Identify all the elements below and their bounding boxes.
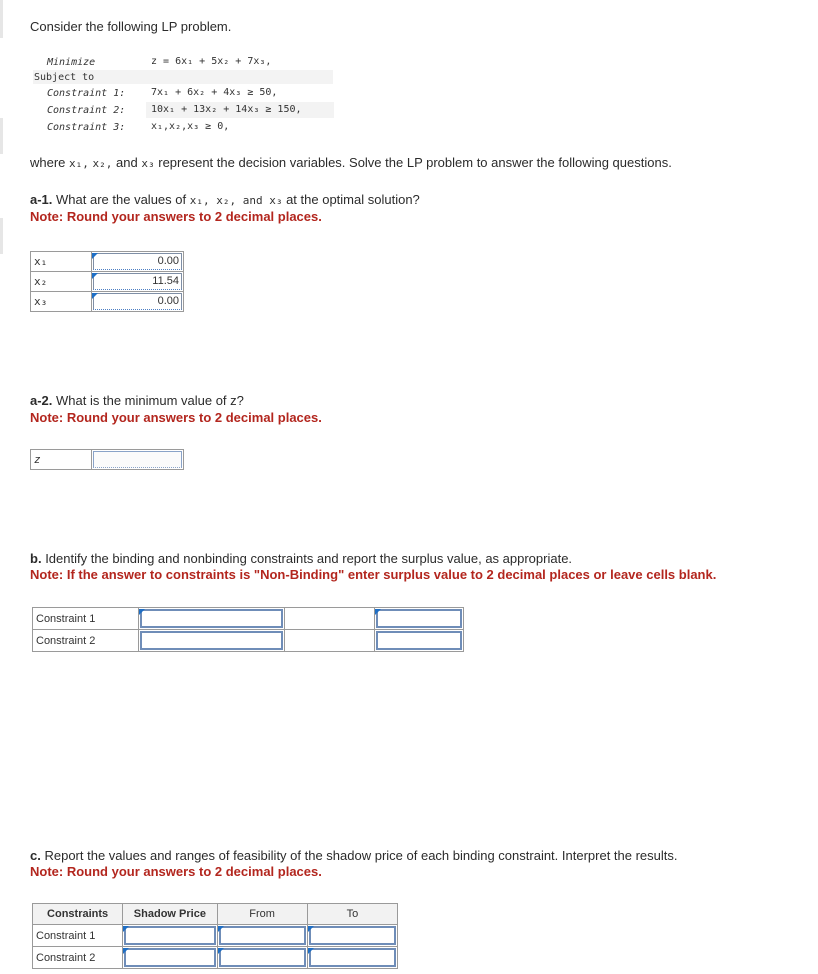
c-to-cell: [307, 947, 397, 969]
x3-label: x₃: [31, 292, 92, 312]
objective-function: z = 6x₁ + 5x₂ + 7x₃,: [151, 56, 272, 67]
x2-cell: [92, 272, 184, 292]
b-binding-cell: [139, 608, 285, 630]
c-constraint-2-label: Constraint 2: [33, 947, 123, 969]
x2-input[interactable]: 11.54: [93, 273, 182, 290]
table-row: [33, 630, 464, 652]
c-from-cell: [217, 925, 307, 947]
question-b: b. Identify the binding and nonbinding constraints and report the surplus value, as appropriate.: [30, 551, 573, 566]
b-spacer-cell: [285, 630, 374, 652]
b-constraint-1-label: Constraint 1: [33, 608, 139, 630]
question-a1: a-1. What are the values of x₁, x₂, and x₃ at the optimal solution?: [30, 192, 420, 207]
c-answer-table: [32, 903, 398, 969]
table-row: [31, 292, 184, 312]
x2-label: x₂: [31, 272, 92, 292]
table-row: [33, 925, 398, 947]
b-constraint-1-surplus-input[interactable]: [376, 609, 462, 628]
c-from-cell: [217, 947, 307, 969]
input-flag-icon: [308, 948, 314, 954]
dropdown-flag-icon: [139, 609, 145, 615]
c-shadow-cell: [123, 925, 217, 947]
input-flag-icon: [92, 253, 98, 259]
note-b: Note: If the answer to constraints is "Non-Binding" enter surplus value to 2 decimal places or leave cells blank.: [30, 567, 717, 582]
b-spacer-cell: [285, 608, 374, 630]
x1-cell: [92, 252, 184, 272]
note-a2: Note: Round your answers to 2 decimal places.: [30, 410, 322, 425]
table-header-row: [33, 904, 398, 925]
b-surplus-cell: [374, 608, 463, 630]
z-input[interactable]: [93, 451, 182, 468]
c-constraint-1-from-input[interactable]: [219, 926, 306, 945]
x3-input[interactable]: 0.00: [93, 293, 182, 310]
input-flag-icon: [375, 609, 381, 615]
constraint-2-label: Constraint 2:: [47, 105, 126, 116]
left-edge-marker: [0, 118, 3, 154]
input-flag-icon: [308, 926, 314, 932]
z-cell: [92, 450, 184, 470]
question-a2: a-2. What is the minimum value of z?: [30, 393, 244, 408]
input-flag-icon: [92, 293, 98, 299]
b-answer-table: [32, 607, 464, 652]
x1-input[interactable]: 0.00: [93, 253, 182, 270]
a2-answer-table: [30, 449, 184, 470]
c-constraint-2-from-input[interactable]: [219, 948, 306, 967]
c-shadow-cell: [123, 947, 217, 969]
input-flag-icon: [123, 948, 129, 954]
c-constraint-1-label: Constraint 1: [33, 925, 123, 947]
c-constraint-2-shadow-input[interactable]: [124, 948, 215, 967]
constraint-3-label: Constraint 3:: [47, 122, 126, 133]
header-shadow-price: Shadow Price: [123, 904, 217, 925]
header-from: From: [217, 904, 307, 925]
minimize-label: Minimize: [47, 57, 96, 68]
x3-cell: [92, 292, 184, 312]
header-constraints: Constraints: [33, 904, 123, 925]
z-label: z: [31, 450, 92, 470]
b-constraint-2-binding-select[interactable]: [140, 631, 283, 650]
constraint-1-expression: 7x₁ + 6x₂ + 4x₃ ≥ 50,: [151, 87, 278, 98]
left-edge-marker: [0, 0, 3, 38]
table-row: [33, 947, 398, 969]
b-constraint-2-label: Constraint 2: [33, 630, 139, 652]
c-constraint-2-to-input[interactable]: [309, 948, 396, 967]
table-row: [31, 252, 184, 272]
c-constraint-1-to-input[interactable]: [309, 926, 396, 945]
b-surplus-cell: [374, 630, 463, 652]
header-to: To: [307, 904, 397, 925]
a1-answer-table: [30, 251, 184, 312]
constraint-1-label: Constraint 1:: [47, 88, 126, 99]
input-flag-icon: [92, 273, 98, 279]
input-flag-icon: [123, 926, 129, 932]
decision-variables-text: where x₁, x₂, and x₃ represent the decision variables. Solve the LP problem to answer the following questions.: [30, 155, 672, 170]
subject-to-label: Subject to: [34, 72, 95, 83]
table-row: [33, 608, 464, 630]
b-binding-cell: [139, 630, 285, 652]
input-flag-icon: [218, 926, 224, 932]
b-constraint-2-surplus-input[interactable]: [376, 631, 462, 650]
c-constraint-1-shadow-input[interactable]: [124, 926, 215, 945]
left-edge-marker: [0, 218, 3, 254]
input-flag-icon: [218, 948, 224, 954]
note-a1: Note: Round your answers to 2 decimal places.: [30, 209, 322, 224]
intro-text: Consider the following LP problem.: [30, 19, 232, 34]
b-constraint-1-binding-select[interactable]: [140, 609, 283, 628]
note-c: Note: Round your answers to 2 decimal places.: [30, 864, 322, 879]
table-row: [31, 450, 184, 470]
x1-label: x₁: [31, 252, 92, 272]
table-row: [31, 272, 184, 292]
constraint-2-expression: 10x₁ + 13x₂ + 14x₃ ≥ 150,: [151, 104, 302, 115]
c-to-cell: [307, 925, 397, 947]
question-c: c. Report the values and ranges of feasibility of the shadow price of each binding constraint. Interpret the results.: [30, 848, 678, 863]
constraint-3-expression: x₁,x₂,x₃ ≥ 0,: [151, 121, 230, 132]
